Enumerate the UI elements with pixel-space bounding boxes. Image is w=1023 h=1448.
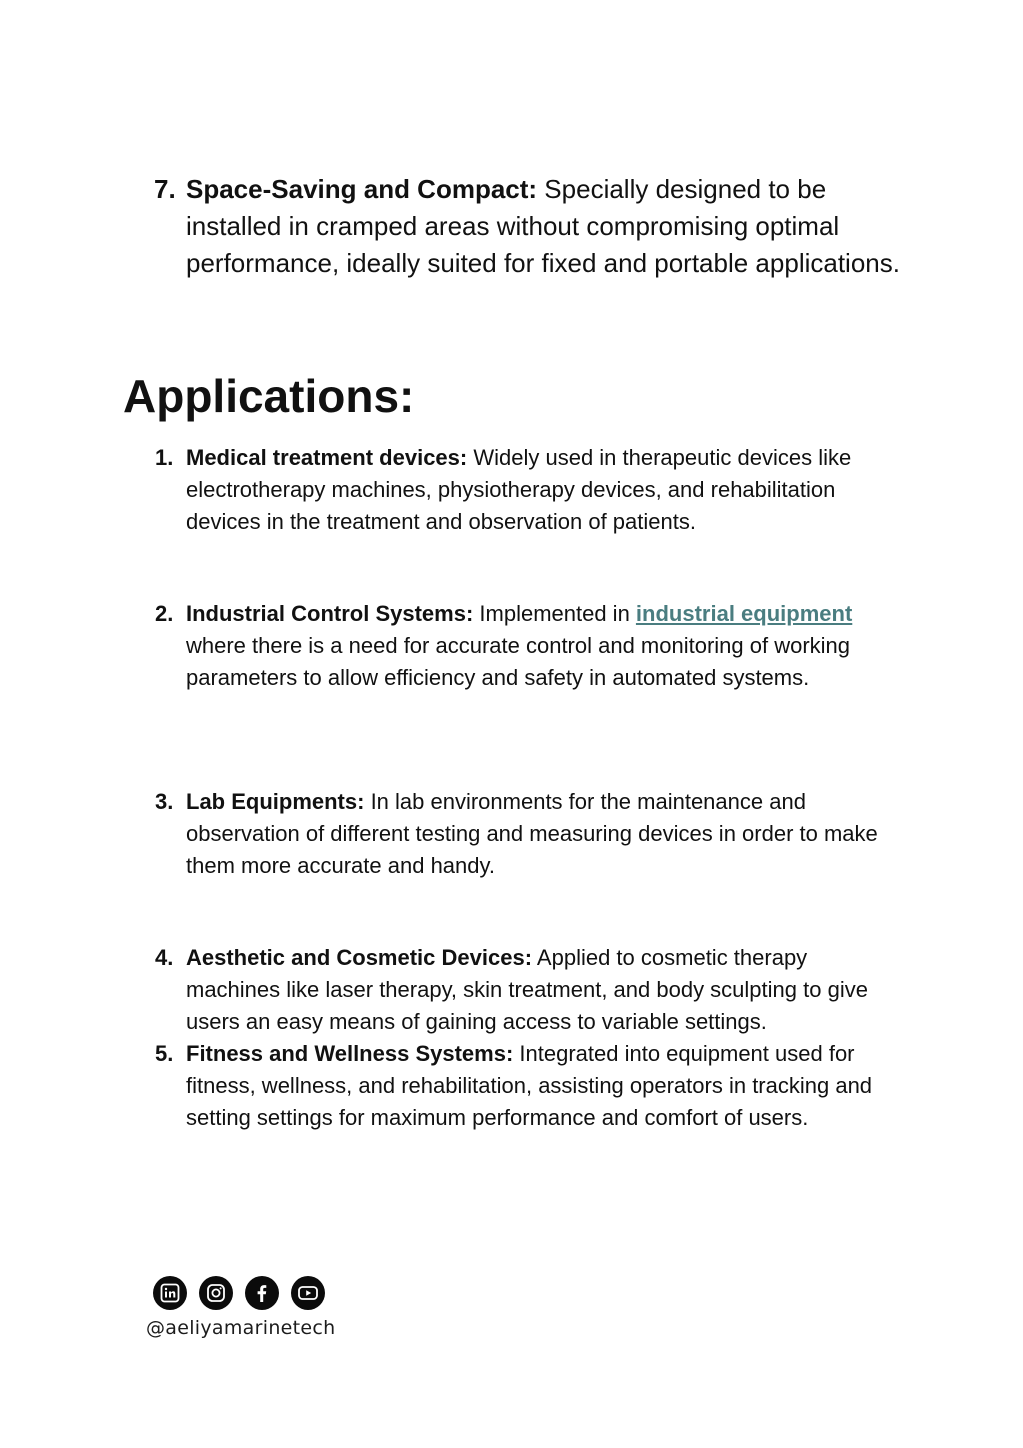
item-lead: Medical treatment devices: [186, 445, 468, 470]
section-title: Applications: [123, 370, 415, 422]
application-item-5 [155, 1038, 906, 1134]
list-number: 5. [155, 1041, 174, 1066]
facebook-icon[interactable] [245, 1276, 279, 1310]
feature-item-7 [154, 171, 906, 282]
item-text: In lab environments for the maintenance and observation of different testing and measuring devices in order to make them more accurate and handy. [186, 789, 878, 878]
list-number: 3. [155, 789, 174, 814]
item-lead: Aesthetic and Cosmetic Devices: [186, 945, 533, 970]
youtube-icon[interactable] [291, 1276, 325, 1310]
item-lead: Lab Equipments: [186, 789, 365, 814]
item-text-before: Implemented in [473, 601, 636, 626]
application-item-1 [155, 442, 906, 538]
social-icons [153, 1276, 325, 1310]
linkedin-icon[interactable] [153, 1276, 187, 1310]
list-number: 1. [155, 445, 174, 470]
list-number: 2. [155, 601, 174, 626]
list-number: 4. [155, 945, 174, 970]
application-item-3 [155, 786, 906, 882]
application-item-2 [155, 598, 906, 694]
item-lead: Industrial Control Systems: [186, 601, 474, 626]
list-number: 7. [154, 174, 176, 204]
item-text: Integrated into equipment used for fitness, wellness, and rehabilitation, assisting operators in tracking and setting settings for maximum performance and comfort of users. [186, 1041, 873, 1130]
item-text: Applied to cosmetic therapy machines like laser therapy, skin treatment, and body sculpting to give users an easy means of gaining access to variable settings. [186, 945, 868, 1034]
industrial-equipment-link[interactable]: industrial equipment [635, 601, 853, 626]
item-text: Widely used in therapeutic devices like electrotherapy machines, physiotherapy devices, and rehabilitation devices in the treatment and observation of patients. [186, 445, 852, 534]
instagram-icon[interactable] [199, 1276, 233, 1310]
application-item-4 [155, 942, 906, 1038]
item-text-after: where there is a need for accurate control and monitoring of working parameters to allow efficiency and safety in automated systems. [186, 633, 851, 690]
item-lead: Fitness and Wellness Systems: [186, 1041, 514, 1066]
feature-text: Specially designed to be installed in cramped areas without compromising optimal performance, ideally suited for fixed and portable applications. [186, 174, 900, 278]
feature-lead: Space-Saving and Compact: [186, 174, 538, 204]
social-handle: @aeliyamarinetech [146, 1317, 336, 1339]
